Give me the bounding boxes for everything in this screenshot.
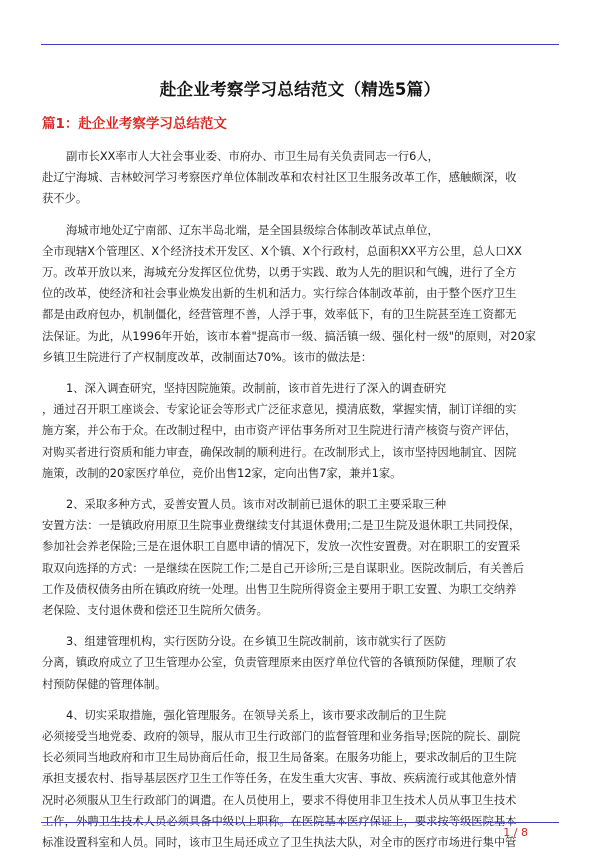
paragraph-line: 况时必须服从卫生行政部门的调遣。在人员使用上，要求不得使用非卫生技术人员从事卫生技术 [42,793,517,807]
paragraph-line: 老保险、支付退休费和偿还卫生院所欠债务。 [42,604,268,618]
paragraph-line: 标准设置科室和人员。同时，该市卫生局还成立了卫生执法大队，对全市的医疗市场进行集中管 [42,836,517,850]
paragraph-line: 2、采取多种方式，妥善安置人员。该市对改制前已退休的职工主要采取三种 [66,498,446,512]
paragraph-line: 工作及债权债务由所在镇政府统一处理。出售卫生院所得资金主要用于职工安置、为职工交纳养 [42,582,517,596]
paragraph-line: 万。改革开放以来，海城充分发挥区位优势，以勇于实践、敢为人先的胆识和气魄，进行了全方 [42,266,517,280]
paragraph-line: 海城市地处辽宁南部、辽东半岛北端，是全国县级综合体制改革试点单位， [66,223,439,237]
footer-rule [41,822,559,823]
paragraph-line: 副市长XX率市人大社会事业委、市府办、市卫生局有关负责同志一行6人， [66,150,439,163]
paragraph-line: 施策，改制的20家医疗单位，竞价出售12家，定向出售7家，兼并1家。 [42,466,402,480]
paragraph-line: 都是由政府包办，机制僵化，经营管理不善，人浮于事，效率低下，有的卫生院甚至连工资都无 [42,308,517,322]
document-body [42,146,560,863]
paragraph-line: 4、切实采取措施，强化管理服务。在领导关系上，该市要求改制后的卫生院 [66,708,446,722]
paragraph [42,705,560,853]
paragraph [42,220,560,368]
paragraph-line: 工作，外聘卫生技术人员必须具备中级以上职称。在医院基本医疗保证上，要求按等级医院基本 [42,814,517,828]
paragraph-line: 法保证。为此，从1996年开始，该市本着"提高市一级、搞活镇一级、强化村一级"的原则，对20家 [42,329,537,343]
paragraph [42,631,560,695]
paragraph-line: 3、组建管理机构，实行医防分设。在乡镇卫生院改制前，该市就实行了医防 [66,635,446,649]
paragraph-line: 参加社会养老保险;三是在退休职工自愿申请的情况下，发放一次性安置费。对在职职工的安置采 [42,540,521,554]
paragraph [42,494,560,621]
paragraph-line: 1、深入调查研究，坚持因院施策。改制前，该市首先进行了深入的调查研究 [66,382,446,396]
paragraph-line: 全市现辖X个管理区、X个经济技术开发区、X个镇、X个行政村，总面积XX平方公里，总人口XX [42,244,522,258]
paragraph-line: 安置方法：一是镇政府用原卫生院事业费继续支付其退休费用;二是卫生院及退休职工共同投保， [42,519,521,533]
paragraph-line: 村预防保健的管理体制。 [42,677,167,691]
paragraph-line: 承担支援农村、指导基层医疗卫生工作等任务，在发生重大灾害、事故、疾病流行或其他意外情 [42,772,517,786]
paragraph-line: 分离，镇政府成立了卫生管理办公室，负责管理原来由医疗单位代管的各镇预防保健，理顺了农 [42,656,517,670]
paragraph-line: 对购买者进行资质和能力审查，确保改制的顺利进行。在改制形式上，该市坚持因地制宜、因院 [42,445,517,459]
document-title: 赴企业考察学习总结范文（精选5篇） [159,80,441,99]
paragraph-line: 必须接受当地党委、政府的领导，服从市卫生行政部门的监督管理和业务指导;医院的院长、副院 [42,730,521,744]
header-rule [41,44,559,45]
paragraph [42,378,560,484]
paragraph-line: 位的改革，使经济和社会事业焕发出新的生机和活力。实行综合体制改革前，由于整个医疗卫生 [42,287,517,301]
page-number: 1 / 8 [503,826,528,839]
paragraph-line: 获不少。 [42,192,88,206]
paragraph-line: 取双向选择的方式：一是继续在医院工作;二是自己开诊所;三是自谋职业。医院改制后，有关善后 [42,561,525,575]
paragraph-line: 施方案，并公布于众。在改制过程中，由市资产评估事务所对卫生院进行清产核资与资产评估， [42,424,517,438]
paragraph [42,146,560,210]
paragraph-line: 乡镇卫生院进行了产权制度改革，改制面达70%。该市的做法是： [42,350,373,364]
paragraph-line: 长必须同当地政府和市卫生局协商后任命，报卫生局备案。在服务功能上，要求改制后的卫生院 [42,751,517,765]
paragraph-line: 赴辽宁海城、吉林蛟河学习考察医疗单位体制改革和农村社区卫生服务改革工作，感触颇深，收 [42,171,517,185]
section-heading: 篇1：赴企业考察学习总结范文 [42,116,227,132]
paragraph-line: ，通过召开职工座谈会、专家论证会等形式广泛征求意见，摸清底数，掌握实情，制订详细的实 [42,403,517,417]
